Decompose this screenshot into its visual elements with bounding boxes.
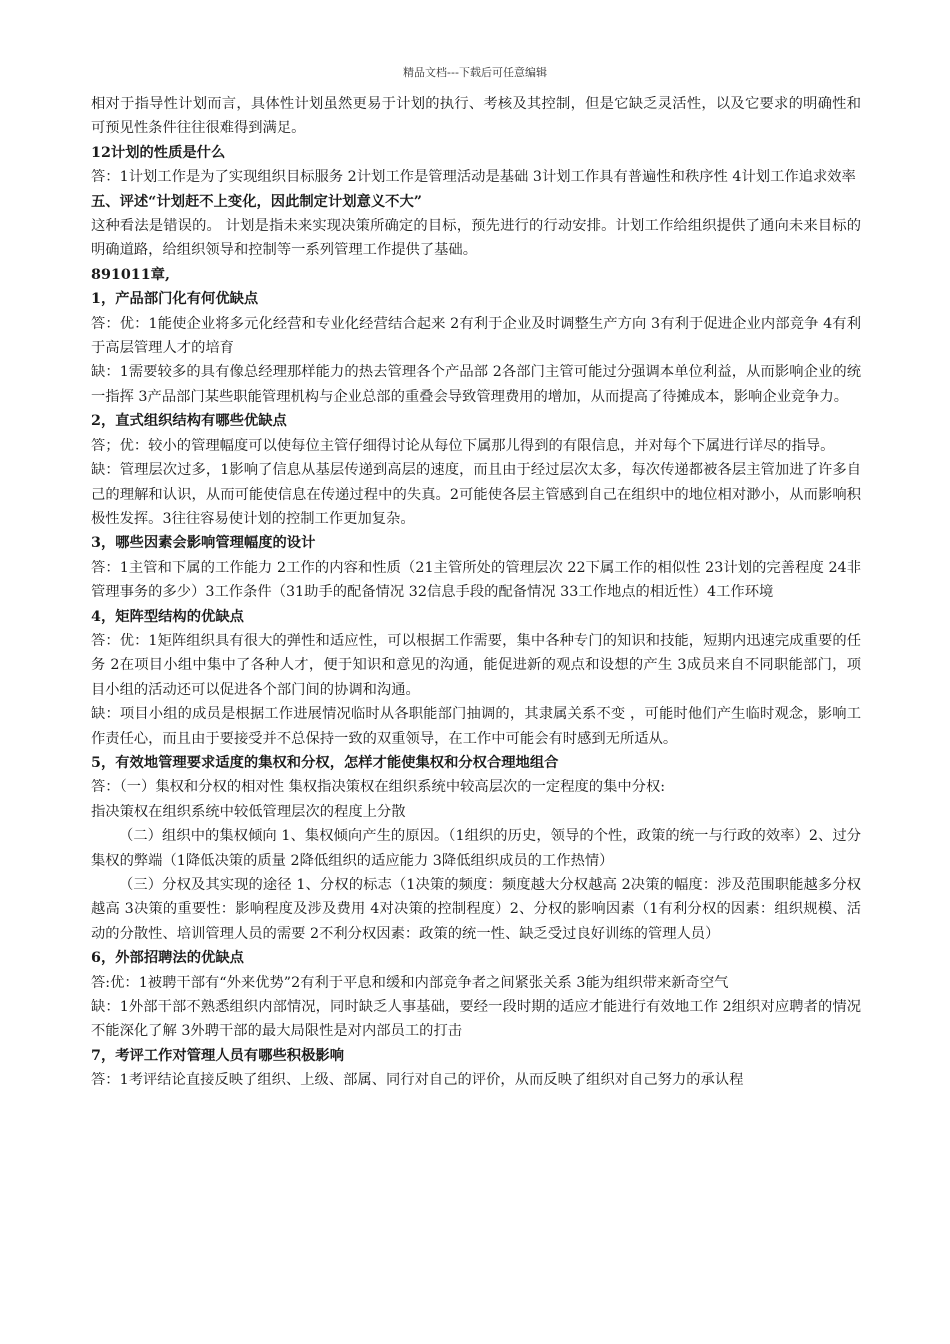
section-heading: 7，考评工作对管理人员有哪些积极影响	[91, 1047, 344, 1064]
paragraph: 答：1主管和下属的工作能力 2工作的内容和性质（21主管所处的管理层次 22下属工作的相似性 23计划的完善程度 24非管理事务的多少）3工作条件（31助手的配备情况 32信息手段的配备情况 33工作地点的相近性）4工作环境	[91, 559, 861, 601]
paragraph: 相对于指导性计划而言，具体性计划虽然更易于计划的执行、考核及其控制，但是它缺乏灵活性，以及它要求的明确性和可预见性条件往往很难得到满足。	[91, 96, 861, 137]
section-heading: 6，外部招聘法的优缺点	[91, 950, 244, 967]
paragraph: 答：1考评结论直接反映了组织、上级、部属、同行对自己的评价，从而反映了组织对自己努力的承认程	[91, 1072, 744, 1089]
paragraph: 缺：1外部干部不熟悉组织内部情况，同时缺乏人事基础，要经一段时期的适应才能进行有效地工作 2组织对应聘者的情况不能深化了解 3外聘干部的最大局限性是对内部员工的打击	[91, 999, 861, 1040]
document-body	[91, 92, 861, 1093]
paragraph: （三）分权及其实现的途径 1、分权的标志（1决策的频度：频度越大分权越高 2决策的幅度：涉及范围职能越多分权越高 3决策的重要性：影响程度及涉及费用 4对决策的控制程度）2、分权的影响因素（1有利分权的因素：组织规模、活动的分散性、培训管理人员的需要 2不利分权因素：政策的统一性、缺乏受过良好训练的管理人员）	[91, 877, 861, 942]
paragraph: 缺：1需要较多的具有像总经理那样能力的热去管理各个产品部 2各部门主管可能过分强调本单位利益，从而影响企业的统一指挥 3产品部门某些职能管理机构与企业总部的重叠会导致管理费用的增加，从而提高了待摊成本，影响企业竞争力。	[91, 364, 861, 405]
section-heading: 1，产品部门化有何优缺点	[91, 291, 259, 308]
paragraph: 缺：项目小组的成员是根据工作进展情况临时从各职能部门抽调的，其隶属关系不变 ，可能时他们产生临时观念，影响工作责任心，而且由于要接受并不总保持一致的双重领导，在工作中可能会有时感到无所适从。	[91, 706, 861, 747]
page-header: 精品文档---下载后可任意编辑	[403, 66, 547, 79]
section-heading: 4，矩阵型结构的优缺点	[91, 608, 244, 625]
paragraph: 答；优：较小的管理幅度可以使每位主管仔细得讨论从每位下属那儿得到的有限信息，并对每个下属进行详尽的指导。	[91, 437, 835, 454]
paragraph: （二）组织中的集权倾向 1、集权倾向产生的原因。（1组织的历史，领导的个性，政策的统一与行政的效率）2、过分集权的弊端（1降低决策的质量 2降低组织的适应能力 3降低组织成员的工作热情）	[91, 828, 861, 869]
section-heading: 891011章,	[91, 266, 170, 283]
section-heading: 12计划的性质是什么	[91, 144, 226, 161]
section-heading: 2，直式组织结构有哪些优缺点	[91, 413, 287, 430]
section-heading: 5，有效地管理要求适度的集权和分权，怎样才能使集权和分权合理地组合	[91, 754, 559, 771]
section-heading: 五、评述“计划赶不上变化，因此制定计划意义不大”	[91, 193, 422, 210]
paragraph: 答：优：1矩阵组织具有很大的弹性和适应性，可以根据工作需要，集中各种专门的知识和技能，短期内迅速完成重要的任务 2在项目小组中集中了各种人才，便于知识和意见的沟通，能促进新的观点和设想的产生 3成员来自不同职能部门，项目小组的活动还可以促进各个部门间的协调和沟通。	[91, 632, 861, 698]
section-heading: 3，哪些因素会影响管理幅度的设计	[91, 535, 316, 552]
paragraph: 指决策权在组织系统中较低管理层次的程度上分散	[91, 803, 406, 820]
paragraph: 答：（一）集权和分权的相对性 集权指决策权在组织系统中较高层次的一定程度的集中分权:	[91, 779, 666, 796]
paragraph: 缺：管理层次过多，1影响了信息从基层传递到高层的速度，而且由于经过层次太多，每次传递都被各层主管加进了许多自己的理解和认识，从而可能使信息在传递过程中的失真。2可能使各层主管感到自己在组织中的地位相对渺小，从而影响积极性发挥。3往往容易使计划的控制工作更加复杂。	[91, 462, 861, 527]
paragraph: 答:优：1被聘干部有“外来优势”2有利于平息和缓和内部竞争者之间紧张关系 3能为组织带来新奇空气	[91, 974, 729, 991]
paragraph: 这种看法是错误的。 计划是指未来实现决策所确定的目标，预先进行的行动安排。计划工作给组织提供了通向未来目标的明确道路，给组织领导和控制等一系列管理工作提供了基础。	[91, 218, 861, 259]
paragraph: 答：1计划工作是为了实现组织目标服务 2计划工作是管理活动是基础 3计划工作具有普遍性和秩序性 4计划工作追求效率	[91, 169, 856, 186]
paragraph: 答：优：1能使企业将多元化经营和专业化经营结合起来 2有利于企业及时调整生产方向 3有利于促进企业内部竞争 4有利于高层管理人才的培育	[91, 315, 861, 357]
